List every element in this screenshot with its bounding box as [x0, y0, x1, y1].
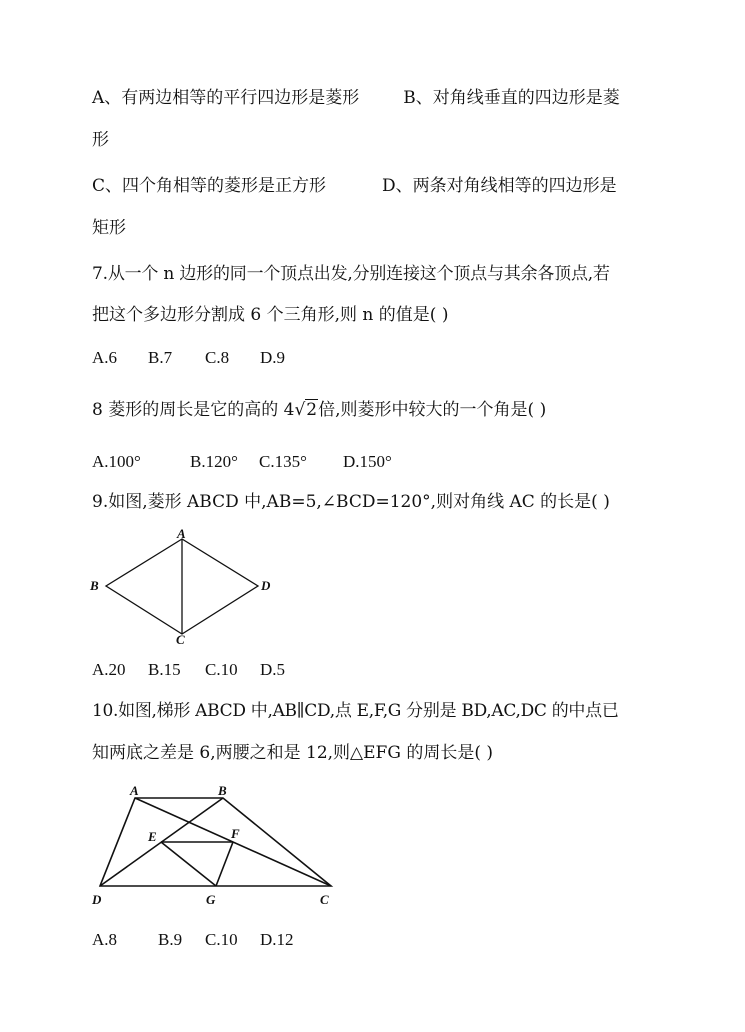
- q8-option-a: A.100°: [92, 452, 141, 471]
- label-d: D: [92, 892, 102, 907]
- label-f: F: [231, 826, 240, 841]
- q10-option-b: B.9: [158, 930, 183, 949]
- q9-option-c: C.10: [205, 660, 238, 679]
- label-a: A: [130, 783, 139, 798]
- segment-eg: [161, 842, 216, 886]
- q7-stem-line1: 7.从一个 n 边形的同一个顶点出发,分别连接这个顶点与其余各顶点,若: [92, 264, 610, 284]
- q10-options: [92, 928, 294, 952]
- q6-options-row2: [92, 174, 617, 198]
- label-g: G: [206, 892, 216, 907]
- label-c: C: [320, 892, 329, 907]
- q8-stem-pre: 8 菱形的周长是它的高的 4: [92, 400, 295, 420]
- segment-fg: [216, 842, 233, 886]
- q7-option-a: A.6: [92, 348, 118, 367]
- q7-option-d: D.9: [260, 348, 286, 367]
- q7-stem-line2: 把这个多边形分割成 6 个三角形,则 n 的值是( ): [92, 305, 449, 325]
- q10-option-a: A.8: [92, 930, 118, 949]
- q9-stem: 9.如图,菱形 ABCD 中,AB=5,∠BCD=120°,则对角线 AC 的长是( ): [92, 492, 610, 512]
- q10-stem-line2: 知两底之差是 6,两腰之和是 12,则△EFG 的周长是( ): [92, 743, 493, 763]
- q7-options: [92, 346, 285, 370]
- sqrt-sign: √: [294, 400, 306, 420]
- label-b: B: [218, 783, 227, 798]
- q9-option-d: D.5: [260, 660, 286, 679]
- q10-option-c: C.10: [205, 930, 238, 949]
- label-e: E: [148, 829, 157, 844]
- q8-sqrt: [294, 398, 318, 422]
- rhombus-figure: [86, 525, 286, 647]
- q6-option-c: C、四个角相等的菱形是正方形: [92, 176, 327, 196]
- q8-options: [92, 450, 392, 474]
- q10-option-d: D.12: [260, 930, 294, 949]
- q6-option-d-continued: 矩形: [92, 218, 126, 238]
- q8-radicand: 2: [306, 400, 318, 420]
- label-b: B: [90, 578, 99, 593]
- q8-option-b: B.120°: [190, 452, 238, 471]
- q6-option-b: B、对角线垂直的四边形是菱: [403, 88, 620, 108]
- label-c: C: [176, 632, 185, 647]
- label-d: D: [261, 578, 271, 593]
- q9-option-b: B.15: [148, 660, 181, 679]
- q6-option-d: D、两条对角线相等的四边形是: [382, 176, 617, 196]
- q9-option-a: A.20: [92, 660, 126, 679]
- q7-option-c: C.8: [205, 348, 230, 367]
- q9-options: [92, 658, 285, 682]
- q6-option-a: A、有两边相等的平行四边形是菱形: [92, 88, 360, 108]
- q8-stem: [92, 398, 546, 422]
- q6-option-b-continued: 形: [92, 130, 109, 150]
- q10-stem-line1: 10.如图,梯形 ABCD 中,AB∥CD,点 E,F,G 分别是 BD,AC,DC 的中点已: [92, 701, 619, 721]
- q8-stem-post: 倍,则菱形中较大的一个角是( ): [318, 400, 547, 420]
- q8-option-c: C.135°: [259, 452, 307, 471]
- q8-option-d: D.150°: [343, 452, 392, 471]
- q7-option-b: B.7: [148, 348, 173, 367]
- trapezoid-figure: [86, 780, 346, 910]
- label-a: A: [177, 526, 186, 541]
- q6-options-row1: [92, 86, 620, 110]
